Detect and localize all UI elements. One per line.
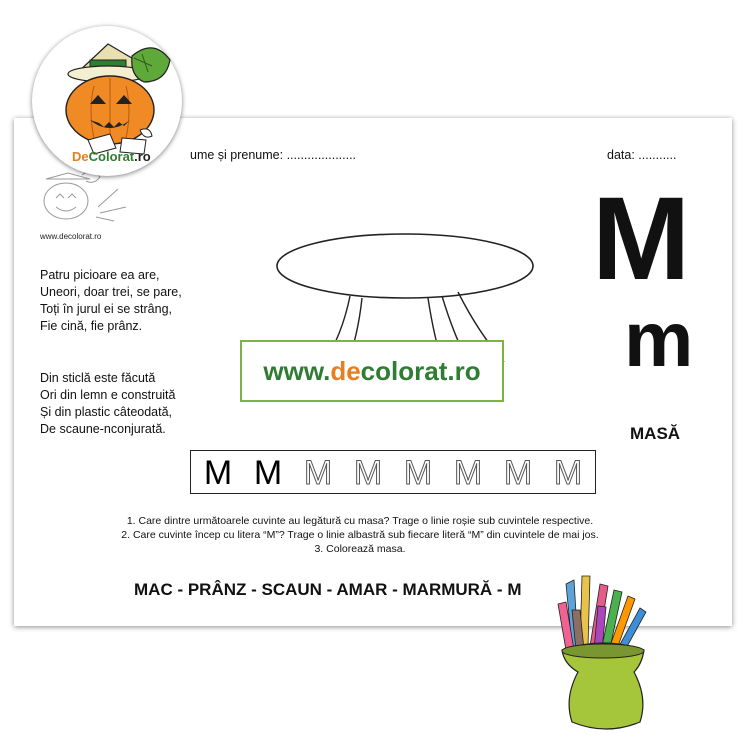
name-field-label: ume și prenume: .................... xyxy=(190,148,357,162)
watermark-suffix: colorat.ro xyxy=(360,356,481,386)
trace-letter-solid: M xyxy=(203,454,233,492)
trace-letter-solid: M xyxy=(253,454,283,492)
poem-line: Ori din lemn e construită xyxy=(40,388,176,402)
poem-stanza-2 xyxy=(40,370,175,438)
poem-line: Și din plastic câteodată, xyxy=(40,405,173,419)
instruction-1: 1. Care dintre următoarele cuvinte au legătură cu masa? Trage o linie roșie sub cuvintele respective. xyxy=(126,515,594,527)
poem-line: Patru picioare ea are, xyxy=(40,268,160,282)
watermark-accent: de xyxy=(330,356,361,386)
instruction-2: 2. Care cuvinte încep cu litera “M”? Trage o linie albastră sub fiecare literă “M” din cuvintele de mai jos. xyxy=(121,529,599,541)
trace-letter-dotted: M xyxy=(403,454,433,492)
poem-line: Uneori, doar trei, se pare, xyxy=(40,285,182,299)
word-list: MAC - PRÂNZ - SCAUN - AMAR - MARMURĂ - M xyxy=(134,580,522,599)
watermark-banner xyxy=(240,340,504,402)
trace-letter-dotted: M xyxy=(453,454,483,492)
poem-line: Toți în jurul ei se strâng, xyxy=(40,302,173,316)
lowercase-letter: m xyxy=(624,295,694,383)
pencil-pot-icon xyxy=(548,566,658,739)
poem-line: De scaune-nconjurată. xyxy=(40,422,166,436)
logo-text-prefix: De xyxy=(72,149,89,164)
poem-line: Din sticlă este făcută xyxy=(40,371,156,385)
watermark-prefix: www. xyxy=(263,356,331,386)
trace-letter-dotted: M xyxy=(503,454,533,492)
trace-letter-dotted: M xyxy=(353,454,383,492)
trace-letter-dotted: M xyxy=(553,454,583,492)
letter-tracing-box[interactable] xyxy=(190,450,596,494)
trace-letter-dotted: M xyxy=(303,454,333,492)
logo-text-middle: Colorat xyxy=(88,149,135,164)
poem-line: Fie cină, fie prânz. xyxy=(40,319,143,333)
instruction-3: 3. Colorează masa. xyxy=(314,543,406,555)
uppercase-letter: M xyxy=(592,173,691,305)
logo-wordmark xyxy=(72,149,151,164)
small-logo-url: www.decolorat.ro xyxy=(40,232,102,241)
logo-text-suffix: .ro xyxy=(134,149,151,164)
poem-stanza-1 xyxy=(40,267,182,335)
date-field-label: data: ........... xyxy=(607,148,677,162)
key-word: MASĂ xyxy=(630,424,681,443)
